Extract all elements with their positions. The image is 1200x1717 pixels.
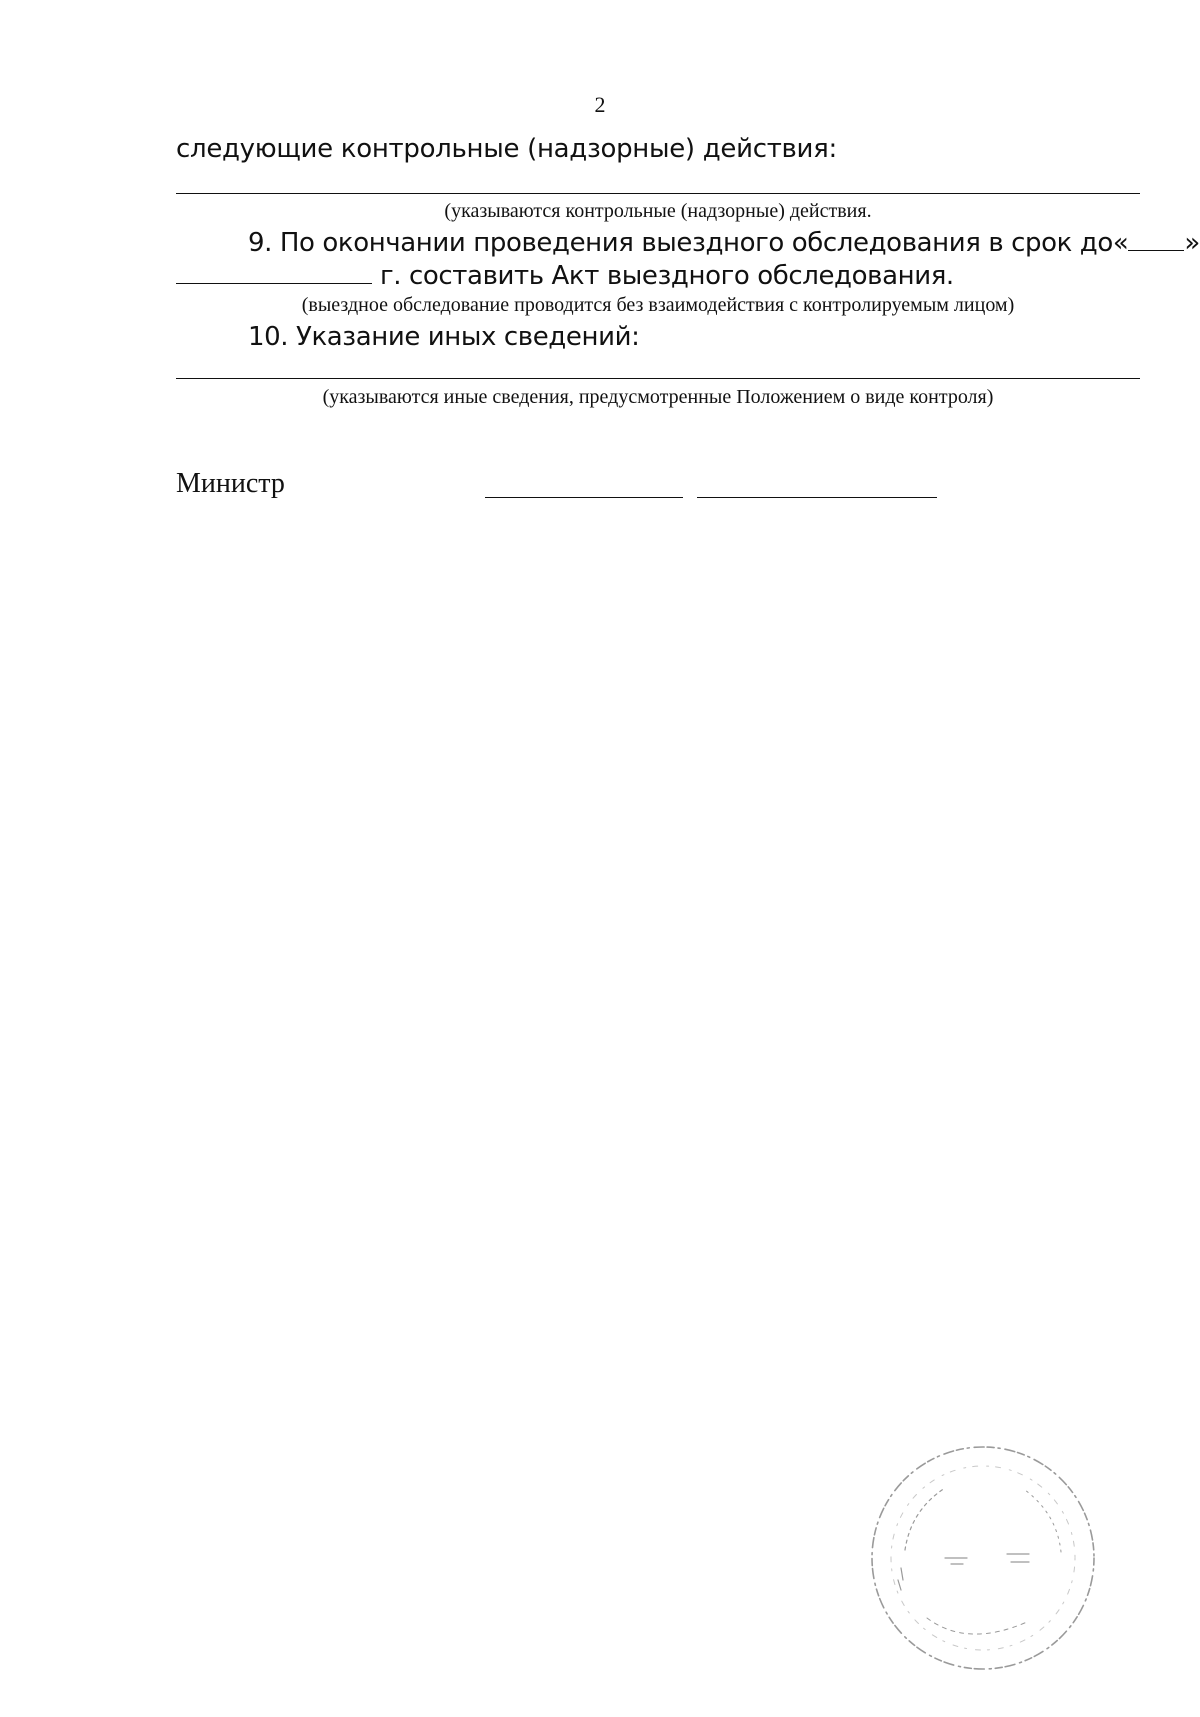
item-9-line-2 <box>176 263 954 289</box>
day-blank <box>1128 230 1184 251</box>
item-9-line-1 <box>248 230 1200 256</box>
other-info-hint: (указываются иные сведения, предусмотренные Положением о виде контроля) <box>322 386 994 408</box>
page-number: 2 <box>594 92 606 117</box>
official-seal <box>865 1440 1100 1675</box>
item-9-continuation: г. составить Акт выездного обследования. <box>380 261 954 291</box>
actions-hint: (указываются контрольные (надзорные) действия. <box>444 200 872 222</box>
signer-title: Министр <box>176 468 285 499</box>
actions-fill-line <box>176 193 1140 194</box>
item-9-text: 9. По окончании проведения выездного обследования в срок до« <box>248 228 1129 258</box>
intro-line: следующие контрольные (надзорные) действия: <box>176 134 837 164</box>
other-info-fill-line <box>176 378 1140 379</box>
close-quote: » <box>1184 228 1200 258</box>
item-10-text: 10. Указание иных сведений: <box>248 322 640 352</box>
month-year-blank <box>176 263 372 284</box>
name-line <box>697 497 937 498</box>
signature-line <box>485 497 683 498</box>
no-interaction-hint: (выездное обследование проводится без взаимодействия с контролируемым лицом) <box>301 294 1015 316</box>
